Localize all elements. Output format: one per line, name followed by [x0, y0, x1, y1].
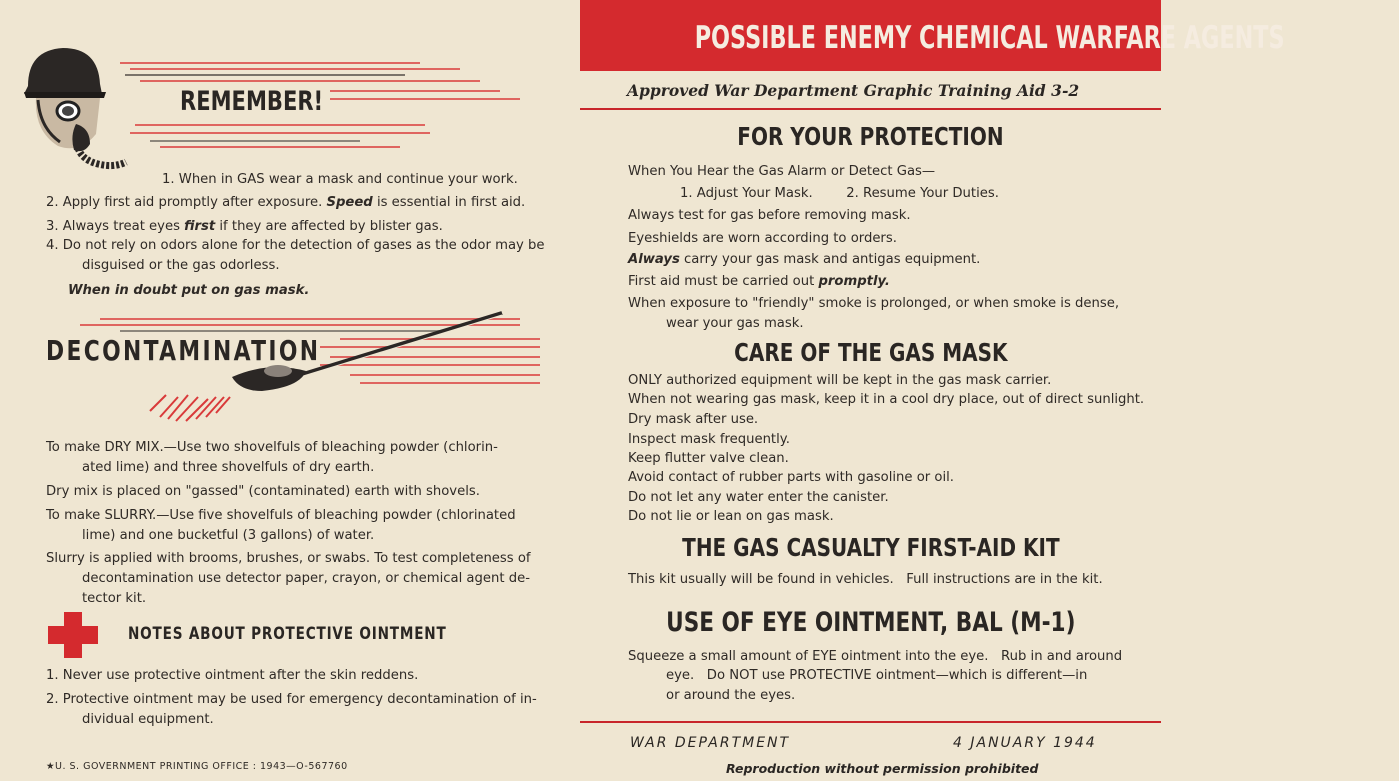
ointment-title: NOTES ABOUT PROTECTIVE OINTMENT — [128, 624, 447, 644]
eye-title: USE OF EYE OINTMENT, BAL (M-1) — [665, 607, 1076, 638]
remember-title: REMEMBER! — [180, 86, 324, 117]
care-line-5: Keep flutter valve clean. — [628, 451, 789, 466]
kit-title: THE GAS CASUALTY FIRST-AID KIT — [681, 533, 1060, 562]
care-line-8: Do not lie or lean on gas mask. — [628, 509, 834, 524]
gas-mask-soldier-icon — [18, 36, 148, 171]
protection-line-7: When exposure to "friendly" smoke is prolonged, or when smoke is dense, — [628, 296, 1120, 311]
ointment-item-2: 2. Protective ointment may be used for emergency decontamination of in- — [46, 692, 537, 707]
decon-item-1: To make DRY MIX.—Use two shovelfuls of bleaching powder (chlorin- — [46, 440, 498, 455]
decon-item-2: Dry mix is placed on "gassed" (contaminated) earth with shovels. — [46, 484, 480, 499]
decon-item-3: To make SLURRY.—Use five shovelfuls of bleaching powder (chlorinated — [46, 508, 516, 523]
care-line-1: ONLY authorized equipment will be kept in the gas mask carrier. — [628, 373, 1052, 388]
protection-line-4: Eyeshields are worn according to orders. — [628, 231, 897, 246]
footer-note: Reproduction without permission prohibited — [726, 761, 1039, 776]
remember-item-3: 3. Always treat eyes first if they are affected by blister gas. — [46, 219, 443, 234]
protection-line-3: Always test for gas before removing mask. — [628, 208, 911, 223]
remember-item-2: 2. Apply first aid promptly after exposure. Speed is essential in first aid. — [46, 195, 526, 210]
protection-line-7-cont: wear your gas mask. — [666, 316, 804, 331]
footer-date: 4 JANUARY 1944 — [953, 735, 1097, 751]
kit-line: This kit usually will be found in vehicles. Full instructions are in the kit. — [628, 572, 1103, 587]
care-line-2: When not wearing gas mask, keep it in a cool dry place, out of direct sunlight. — [628, 392, 1145, 407]
eye-line-3: or around the eyes. — [666, 688, 796, 703]
gpo-footer: ★U. S. GOVERNMENT PRINTING OFFICE : 1943—O-567760 — [46, 761, 348, 772]
remember-item-4-cont: disguised or the gas odorless. — [82, 258, 280, 273]
care-title: CARE OF THE GAS MASK — [733, 338, 1008, 367]
decon-item-4-cont2: tector kit. — [82, 591, 147, 606]
care-line-7: Do not let any water enter the canister. — [628, 490, 889, 505]
remember-item-4: 4. Do not rely on odors alone for the detection of gases as the odor may be — [46, 238, 545, 253]
eye-line-2: eye. Do NOT use PROTECTIVE ointment—which is different—in — [666, 668, 1088, 683]
red-cross-icon — [48, 612, 98, 658]
protection-line-1: When You Hear the Gas Alarm or Detect Gas— — [628, 164, 936, 179]
eye-line-1: Squeeze a small amount of EYE ointment into the eye. Rub in and around — [628, 649, 1123, 664]
footer-left: WAR DEPARTMENT — [630, 735, 791, 751]
decon-item-4: Slurry is applied with brooms, brushes, or swabs. To test completeness of — [46, 551, 531, 566]
remember-item-1: 1. When in GAS wear a mask and continue your work. — [162, 172, 518, 187]
care-line-3: Dry mask after use. — [628, 412, 759, 427]
decon-item-3-cont: lime) and one bucketful (3 gallons) of water. — [82, 528, 375, 543]
left-panel — [0, 0, 575, 781]
care-line-6: Avoid contact of rubber parts with gasoline or oil. — [628, 470, 954, 485]
decon-item-1-cont: ated lime) and three shovelfuls of dry earth. — [82, 460, 375, 475]
ointment-item-2-cont: dividual equipment. — [82, 712, 214, 727]
subtitle: Approved War Department Graphic Training Aid 3-2 — [627, 81, 1080, 100]
remember-note: When in doubt put on gas mask. — [68, 283, 310, 298]
care-line-4: Inspect mask frequently. — [628, 432, 790, 447]
protection-line-2: 1. Adjust Your Mask. 2. Resume Your Duties. — [680, 186, 999, 201]
decon-item-4-cont: decontamination use detector paper, crayon, or chemical agent de- — [82, 571, 530, 586]
protection-line-5: Always carry your gas mask and antigas equipment. — [628, 252, 981, 267]
decontamination-title: DECONTAMINATION — [46, 334, 321, 367]
footer-rule — [580, 721, 1161, 723]
ointment-item-1: 1. Never use protective ointment after the skin reddens. — [46, 668, 419, 683]
protection-line-6: First aid must be carried out promptly. — [628, 274, 890, 289]
banner-title: POSSIBLE ENEMY CHEMICAL WARFARE AGENTS — [694, 20, 1285, 56]
subtitle-rule — [580, 108, 1161, 110]
protection-title: FOR YOUR PROTECTION — [737, 122, 1004, 151]
right-panel — [580, 0, 1285, 781]
